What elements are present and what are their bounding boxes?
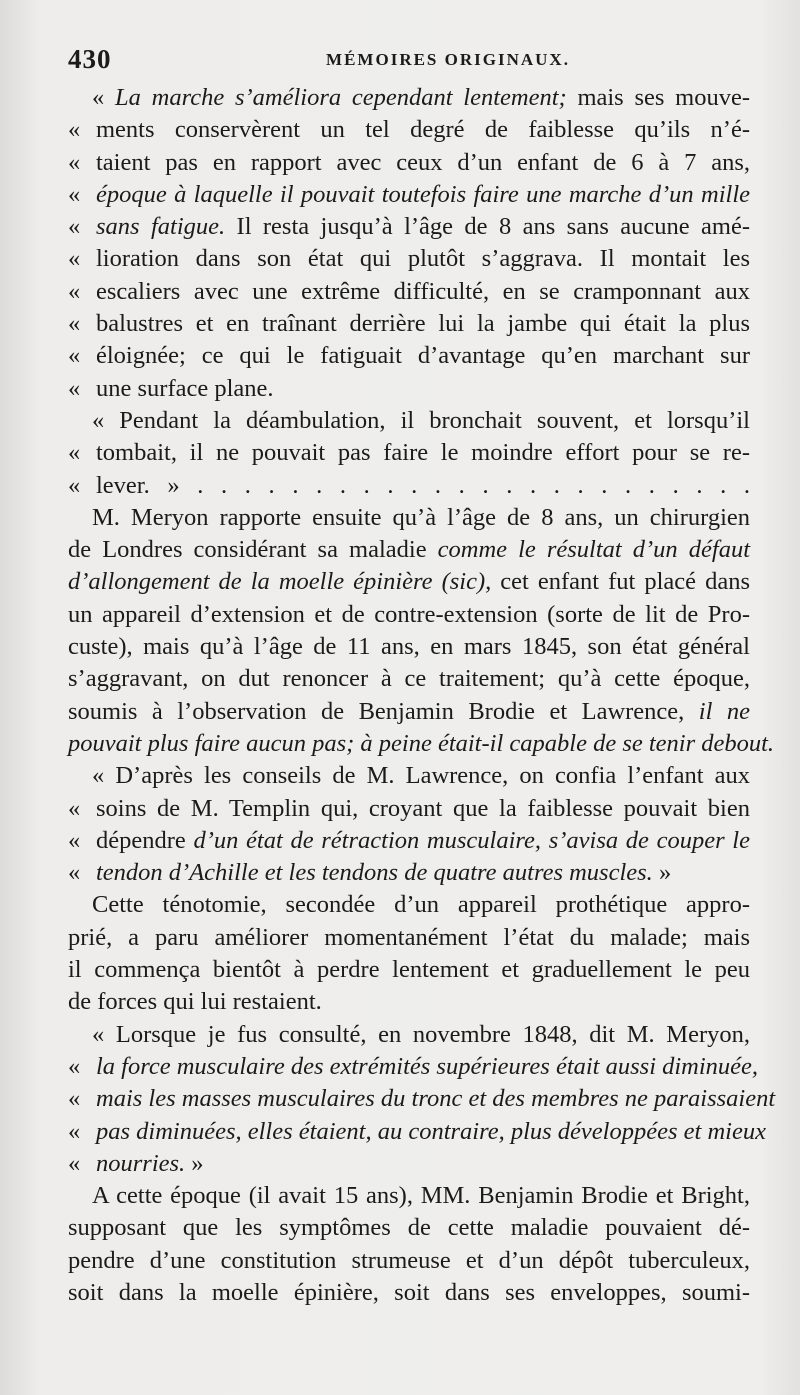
text-line: [68, 663, 750, 695]
text-line: [68, 954, 750, 986]
running-title: MÉMOIRES ORIGINAUX.: [326, 50, 570, 69]
quote-mark: «: [68, 116, 81, 144]
italic-text: la force musculaire des extrémités supérieures était aussi diminuée,: [96, 1052, 759, 1080]
quote-mark: «: [68, 826, 81, 854]
text-segment: M. Meryon rapporte ensuite qu’à l’âge de 8 ans, un chirurgien: [92, 503, 750, 531]
text-segment: balustres et en traînant derrière lui la jambe qui était la plus: [96, 310, 750, 338]
italic-text: comme le résultat d’un défaut: [437, 536, 750, 564]
text-line: [68, 599, 750, 631]
quote-mark: «: [68, 1117, 81, 1145]
quote-mark: «: [68, 374, 81, 402]
page-header: [68, 44, 768, 76]
quote-mark: «: [68, 277, 81, 305]
text-segment: il commença bientôt à perdre lentement et graduellement le peu: [68, 956, 750, 984]
text-segment: supposant que les symptômes de cette maladie pouvaient dé-: [68, 1214, 750, 1242]
text-segment: prié, a paru améliorer momentanément l’état du malade; mais: [68, 923, 750, 951]
text-segment: un appareil d’extension et de contre-extension (sorte de lit de Pro-: [68, 600, 750, 628]
text-segment: pendre d’une constitution strumeuse et d’un dépôt tuberculeux,: [68, 1246, 750, 1274]
text-line: [68, 728, 775, 760]
text-line: [68, 179, 750, 211]
text-segment: ments conservèrent un tel degré de faiblesse qu’ils n’é-: [96, 116, 750, 144]
text-segment: «: [92, 84, 115, 111]
quote-mark: «: [68, 471, 81, 499]
text-segment: soumis à l’observation de Benjamin Brodie et Lawrence,: [68, 697, 699, 725]
text-segment: A cette époque (il avait 15 ans), MM. Benjamin Brodie et Bright,: [92, 1182, 750, 1210]
italic-text: il ne: [698, 697, 750, 725]
quote-mark: «: [68, 180, 81, 208]
italic-text: nourries.: [96, 1149, 186, 1177]
text-segment: tombait, il ne pouvait pas faire le moindre effort pour se re-: [96, 439, 750, 467]
text-line: [68, 631, 750, 663]
text-segment: de Londres considérant sa maladie: [68, 536, 438, 564]
text-segment: de forces qui lui restaient.: [68, 988, 322, 1016]
text-line: [68, 1019, 750, 1051]
quote-mark: «: [68, 859, 81, 887]
italic-text: La marche s’améliora cependant lentement;: [115, 84, 567, 111]
text-line: [68, 502, 750, 534]
italic-text: sans fatigue.: [96, 213, 226, 241]
quote-mark: «: [68, 213, 81, 241]
italic-text: tendon d’Achille et les tendons de quatre autres muscles.: [96, 859, 653, 887]
text-line: [68, 243, 750, 275]
text-line: [68, 566, 750, 598]
text-segment: custe), mais qu’à l’âge de 11 ans, en mars 1845, son état général: [68, 633, 750, 661]
text-line: [68, 534, 750, 566]
italic-text: époque à laquelle il pouvait toutefois faire une marche d’un mille: [96, 180, 750, 208]
text-line: [68, 82, 750, 114]
text-line: [68, 1180, 750, 1212]
text-segment: cet enfant fut placé dans: [491, 568, 751, 596]
text-line: [68, 340, 750, 372]
text-line: [68, 986, 750, 1018]
text-segment: éloignée; ce qui le fatiguait d’avantage qu’en marchant sur: [96, 342, 750, 370]
text-segment: taient pas en rapport avec ceux d’un enfant de 6 à 7 ans,: [96, 148, 750, 176]
text-segment: Il resta jusqu’à l’âge de 8 ans sans aucune amé-: [225, 213, 750, 241]
text-line: [68, 114, 750, 146]
text-line: [68, 437, 750, 469]
text-segment: soit dans la moelle épinière, soit dans ses enveloppes, soumi-: [68, 1278, 750, 1306]
text-line: [68, 696, 750, 728]
text-line: [68, 760, 750, 792]
text-line: [68, 1245, 750, 1277]
quote-mark: «: [68, 1052, 81, 1080]
italic-text: d’allongement de la moelle épinière (sic),: [68, 568, 492, 596]
text-line: [68, 1116, 766, 1148]
text-line: [68, 1212, 750, 1244]
text-line: [68, 470, 750, 502]
text-line: [68, 1148, 750, 1180]
body-text: [68, 82, 776, 1309]
text-line: [68, 825, 750, 857]
text-line: [68, 922, 750, 954]
quote-mark: «: [68, 310, 81, 338]
quote-mark: «: [68, 794, 81, 822]
italic-text: d’un état de rétraction musculaire, s’avisa de couper le: [193, 826, 750, 854]
text-line: [68, 1051, 759, 1083]
text-line: [68, 405, 750, 437]
text-segment: »: [185, 1149, 204, 1177]
text-line: [68, 889, 750, 921]
text-line: [68, 793, 750, 825]
italic-text: pas diminuées, elles étaient, au contraire, plus développées et mieux: [96, 1117, 766, 1145]
quote-mark: «: [68, 1085, 81, 1113]
italic-text: pouvait plus faire aucun pas; à peine était-il capable de se tenir debout.: [68, 729, 775, 757]
quote-mark: «: [68, 148, 81, 176]
text-line: [68, 857, 750, 889]
page-number: 430: [68, 44, 112, 74]
quote-mark: «: [68, 245, 81, 273]
text-segment: lever. » . . . . . . . . . . . . . . . . . . . . . . . .: [96, 471, 750, 499]
text-segment: mais ses mouve-: [566, 84, 750, 111]
text-segment: »: [652, 859, 672, 887]
text-line: [68, 1083, 776, 1115]
text-line: [68, 147, 750, 179]
text-segment: une surface plane.: [96, 374, 274, 402]
italic-text: mais les masses musculaires du tronc et des membres ne paraissaient: [96, 1085, 776, 1113]
text-line: [68, 211, 750, 243]
quote-mark: «: [68, 439, 81, 467]
text-line: [68, 373, 750, 405]
text-segment: Cette ténotomie, secondée d’un appareil prothétique appro-: [92, 891, 750, 919]
text-segment: « D’après les conseils de M. Lawrence, on confia l’enfant aux: [92, 762, 750, 790]
text-segment: « Lorsque je fus consulté, en novembre 1848, dit M. Meryon,: [92, 1020, 750, 1048]
text-segment: « Pendant la déambulation, il bronchait souvent, et lorsqu’il: [92, 406, 750, 434]
text-segment: lioration dans son état qui plutôt s’aggrava. Il montait les: [96, 245, 750, 273]
text-segment: dépendre: [96, 826, 194, 854]
text-segment: escaliers avec une extrême difficulté, en se cramponnant aux: [96, 277, 750, 305]
quote-mark: «: [68, 342, 81, 370]
text-line: [68, 276, 750, 308]
text-segment: s’aggravant, on dut renoncer à ce traitement; qu’à cette époque,: [68, 665, 750, 693]
text-line: [68, 308, 750, 340]
text-line: [68, 1277, 750, 1309]
quote-mark: «: [68, 1149, 81, 1177]
text-segment: soins de M. Templin qui, croyant que la faiblesse pouvait bien: [96, 794, 750, 822]
